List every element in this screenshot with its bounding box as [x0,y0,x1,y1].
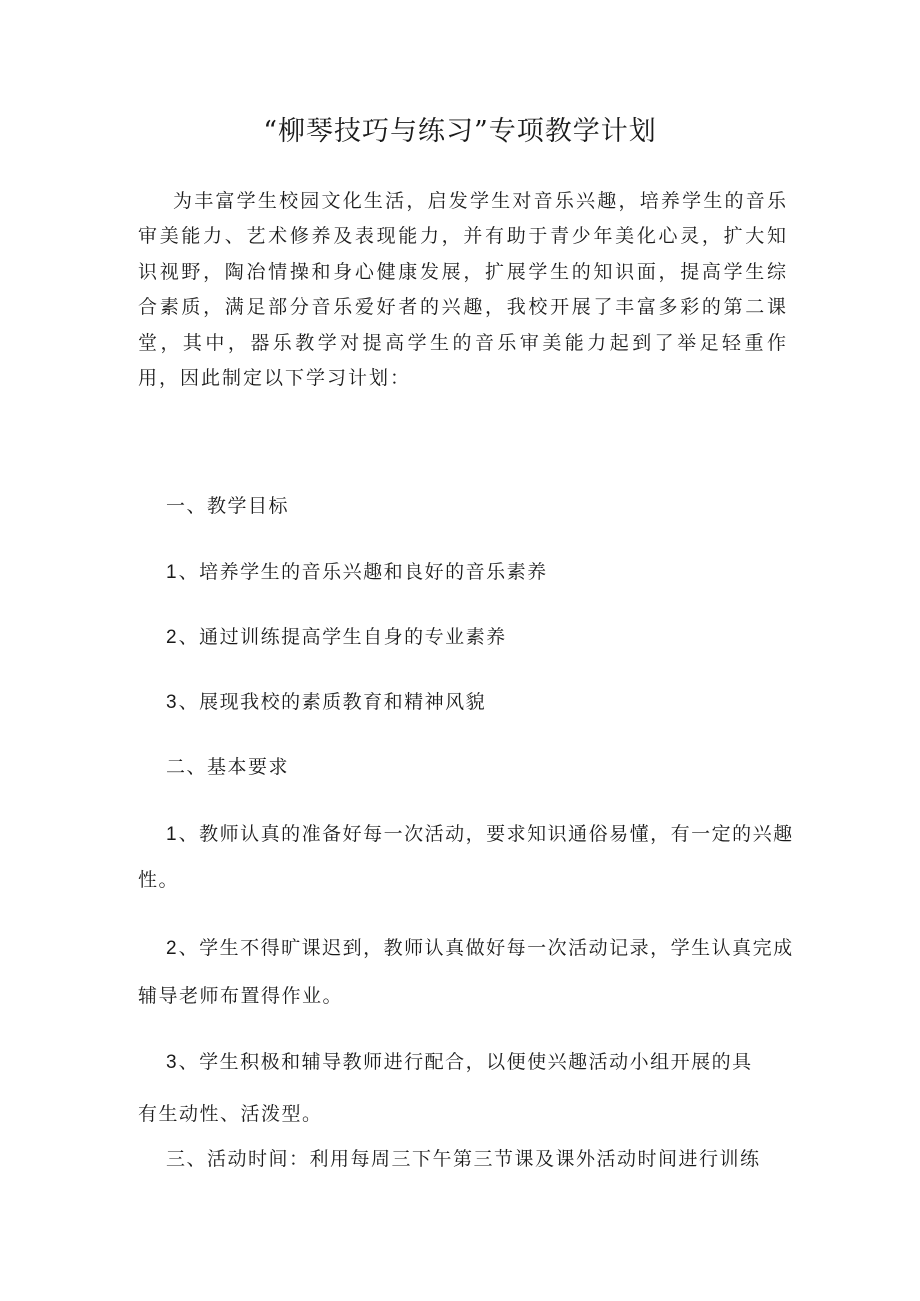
goal-item-number: 2 [166,627,177,648]
goal-item-text: 、展现我校的素质教育和精神风貌 [178,691,487,713]
goal-item-text: 、通过训练提高学生自身的专业素养 [178,626,507,648]
requirement-item-text: 、学生不得旷课迟到，教师认真做好每一次活动记录，学生认真完成 [178,937,794,959]
activity-time-line: 三、活动时间：利用每周三下午第三节课及课外活动时间进行训练 [166,1148,761,1170]
goal-item-1 [166,556,826,589]
goal-item-text: 、培养学生的音乐兴趣和良好的音乐素养 [178,561,548,583]
goal-item-number: 3 [166,692,177,713]
document-title: “柳琴技巧与练习”专项教学计划 [263,116,657,147]
requirement-item-2-line2: 辅导老师布置得作业。 [138,985,344,1007]
requirement-item-1-line1 [166,818,826,851]
section-heading-requirements: 二、基本要求 [166,756,290,778]
goal-item-3 [166,686,826,719]
requirement-item-3-line2: 有生动性、活泼型。 [138,1103,323,1125]
intro-paragraph: 为丰富学生校园文化生活，启发学生对音乐兴趣，培养学生的音乐审美能力、艺术修养及表现能力，并有助于青少年美化心灵，扩大知识视野，陶冶情操和身心健康发展，扩展学生的知识面，提高学生综合素质，满足部分音乐爱好者的兴趣，我校开展了丰富多彩的第二课堂，其中，器乐教学对提高学生的音乐审美能力起到了举足轻重作用，因此制定以下学习计划： [138,190,788,390]
goal-item-number: 1 [166,562,177,583]
requirement-item-number: 3 [166,1052,177,1073]
goal-item-2 [166,621,826,654]
section-heading-goals: 一、教学目标 [166,495,290,517]
requirement-item-3-line1 [166,1046,826,1079]
requirement-item-number: 2 [166,938,177,959]
requirement-item-number: 1 [166,824,177,845]
requirement-item-1-line2: 性。 [138,869,180,891]
requirement-item-text: 、教师认真的准备好每一次活动，要求知识通俗易懂，有一定的兴趣 [178,823,794,845]
requirement-item-text: 、学生积极和辅导教师进行配合，以便使兴趣活动小组开展的具 [178,1051,753,1073]
requirement-item-2-line1 [166,932,826,965]
